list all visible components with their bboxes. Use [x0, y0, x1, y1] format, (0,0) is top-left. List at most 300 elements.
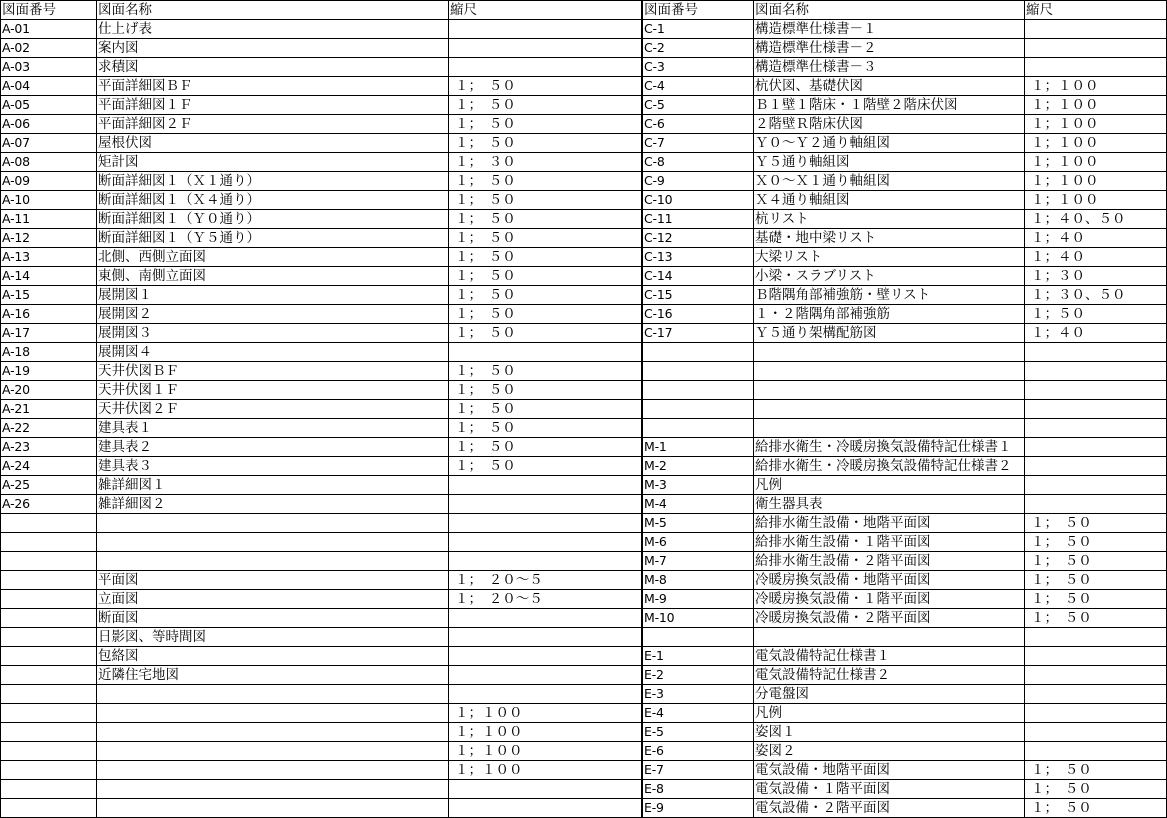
drawing-number-cell: E-2 — [643, 666, 754, 685]
drawing-number-cell — [1, 780, 97, 799]
table-row — [1, 153, 642, 172]
drawing-scale-cell: １；４０ — [1025, 248, 1167, 267]
drawing-scale-cell: １； ５０ — [449, 267, 642, 286]
drawing-number-cell: A-14 — [1, 267, 97, 286]
drawing-scale-cell — [449, 343, 642, 362]
drawing-name-cell: 展開図２ — [97, 305, 449, 324]
drawing-number-cell: A-11 — [1, 210, 97, 229]
drawing-number-cell — [1, 590, 97, 609]
table-row — [643, 267, 1167, 286]
drawing-name-cell: 大梁リスト — [754, 248, 1025, 267]
table-row — [1, 362, 642, 381]
drawing-number-cell: A-08 — [1, 153, 97, 172]
drawing-number-cell — [1, 666, 97, 685]
drawing-number-cell — [1, 799, 97, 818]
drawing-scale-cell: １；１００ — [1025, 77, 1167, 96]
drawing-name-cell: 凡例 — [754, 704, 1025, 723]
drawing-scale-cell — [449, 552, 642, 571]
drawing-name-cell: 矩計図 — [97, 153, 449, 172]
header-row — [1, 1, 642, 20]
drawing-number-cell — [643, 381, 754, 400]
drawing-name-cell — [97, 799, 449, 818]
drawing-scale-cell: １； ５０ — [449, 172, 642, 191]
table-row — [643, 628, 1167, 647]
drawing-number-cell: C-17 — [643, 324, 754, 343]
drawing-scale-cell: １；３０ — [1025, 267, 1167, 286]
drawing-number-cell: C-12 — [643, 229, 754, 248]
drawing-name-cell: 断面詳細図１（Ｘ４通り） — [97, 191, 449, 210]
drawing-scale-cell — [449, 647, 642, 666]
drawing-name-cell: 冷暖房換気設備・２階平面図 — [754, 609, 1025, 628]
drawing-number-cell — [1, 647, 97, 666]
table-row — [1, 115, 642, 134]
drawing-name-cell — [97, 552, 449, 571]
drawing-name-cell — [754, 419, 1025, 438]
drawing-scale-cell: １； ５０ — [1025, 780, 1167, 799]
drawing-name-cell — [97, 742, 449, 761]
table-row — [643, 286, 1167, 305]
drawing-number-cell: A-26 — [1, 495, 97, 514]
drawing-scale-cell — [1025, 742, 1167, 761]
drawing-name-cell: 求積図 — [97, 58, 449, 77]
drawing-name-cell: 姿図２ — [754, 742, 1025, 761]
table-row — [643, 172, 1167, 191]
drawing-name-cell: Ｙ５通り軸組図 — [754, 153, 1025, 172]
drawing-scale-cell — [1025, 343, 1167, 362]
table-row — [1, 58, 642, 77]
table-row — [1, 628, 642, 647]
drawing-scale-cell: １；１００ — [1025, 191, 1167, 210]
drawing-number-cell: M-4 — [643, 495, 754, 514]
drawing-scale-cell: １； ５０ — [449, 286, 642, 305]
drawing-name-cell: 姿図１ — [754, 723, 1025, 742]
column-header-scale: 縮尺 — [1025, 1, 1167, 20]
drawing-name-cell: 冷暖房換気設備・地階平面図 — [754, 571, 1025, 590]
drawing-name-cell: 電気設備・１階平面図 — [754, 780, 1025, 799]
drawing-scale-cell — [1025, 20, 1167, 39]
drawing-name-cell: 電気設備特記仕様書１ — [754, 647, 1025, 666]
table-row — [1, 248, 642, 267]
drawing-number-cell: C-1 — [643, 20, 754, 39]
drawing-scale-cell: １； ５０ — [1025, 761, 1167, 780]
drawing-scale-cell: １；３０、５０ — [1025, 286, 1167, 305]
drawing-name-cell: 包絡図 — [97, 647, 449, 666]
drawing-scale-cell: １；１００ — [449, 723, 642, 742]
drawing-number-cell: C-7 — [643, 134, 754, 153]
drawing-scale-cell — [1025, 476, 1167, 495]
table-row — [1, 590, 642, 609]
table-row — [1, 400, 642, 419]
drawing-number-cell: M-7 — [643, 552, 754, 571]
drawing-scale-cell: １； ５０ — [1025, 571, 1167, 590]
drawing-scale-cell: １； ５０ — [449, 210, 642, 229]
drawing-name-cell — [754, 400, 1025, 419]
drawing-name-cell: 建具表３ — [97, 457, 449, 476]
drawing-number-cell — [643, 419, 754, 438]
table-row — [1, 495, 642, 514]
table-row — [1, 77, 642, 96]
table-row — [1, 514, 642, 533]
drawing-scale-cell: １；１００ — [1025, 172, 1167, 191]
drawing-number-cell: E-8 — [643, 780, 754, 799]
drawing-number-cell: C-10 — [643, 191, 754, 210]
drawing-name-cell: 給排水衛生設備・１階平面図 — [754, 533, 1025, 552]
drawing-number-cell: C-9 — [643, 172, 754, 191]
column-header-name: 図面名称 — [97, 1, 449, 20]
table-row — [1, 134, 642, 153]
drawing-number-cell: A-23 — [1, 438, 97, 457]
drawing-name-cell: 構造標準仕様書－２ — [754, 39, 1025, 58]
table-row — [643, 742, 1167, 761]
drawing-name-cell: 平面詳細図１Ｆ — [97, 96, 449, 115]
drawing-number-cell: E-5 — [643, 723, 754, 742]
drawing-name-cell: Ｘ４通り軸組図 — [754, 191, 1025, 210]
drawing-scale-cell — [1025, 400, 1167, 419]
drawing-number-cell: C-16 — [643, 305, 754, 324]
column-header-number: 図面番号 — [1, 1, 97, 20]
table-row — [643, 248, 1167, 267]
drawing-number-cell — [643, 400, 754, 419]
drawing-scale-cell: １；１００ — [449, 704, 642, 723]
drawing-scale-cell: １； ５０ — [1025, 590, 1167, 609]
column-header-scale: 縮尺 — [449, 1, 642, 20]
drawing-number-cell: M-3 — [643, 476, 754, 495]
table-row — [643, 324, 1167, 343]
table-row — [1, 742, 642, 761]
drawing-scale-cell: １； ３０ — [449, 153, 642, 172]
drawing-number-cell: C-5 — [643, 96, 754, 115]
table-row — [643, 153, 1167, 172]
table-row — [643, 362, 1167, 381]
drawing-name-cell — [754, 628, 1025, 647]
table-row — [1, 172, 642, 191]
drawing-name-cell — [97, 514, 449, 533]
drawing-scale-cell — [1025, 723, 1167, 742]
drawing-scale-cell: １；１００ — [449, 742, 642, 761]
drawing-scale-cell — [1025, 685, 1167, 704]
drawing-number-cell: M-6 — [643, 533, 754, 552]
table-row — [1, 381, 642, 400]
drawing-number-cell: A-02 — [1, 39, 97, 58]
drawing-scale-cell: １； ５０ — [449, 115, 642, 134]
drawing-scale-cell — [449, 666, 642, 685]
drawing-scale-cell: １； ５０ — [1025, 609, 1167, 628]
drawing-scale-cell — [1025, 666, 1167, 685]
table-row — [1, 704, 642, 723]
drawing-scale-cell — [449, 39, 642, 58]
drawing-name-cell: 平面詳細図２Ｆ — [97, 115, 449, 134]
drawing-number-cell: E-6 — [643, 742, 754, 761]
table-row — [1, 343, 642, 362]
table-row — [643, 229, 1167, 248]
drawing-number-cell: C-13 — [643, 248, 754, 267]
drawing-scale-cell: １； ５０ — [1025, 514, 1167, 533]
table-row — [1, 799, 642, 818]
table-row — [1, 229, 642, 248]
drawing-number-cell: M-8 — [643, 571, 754, 590]
drawing-name-cell: 日影図、等時間図 — [97, 628, 449, 647]
table-row — [1, 39, 642, 58]
drawing-scale-cell: １；１００ — [1025, 96, 1167, 115]
table-row — [1, 476, 642, 495]
drawing-number-cell — [643, 362, 754, 381]
drawing-scale-cell — [449, 780, 642, 799]
table-row — [1, 666, 642, 685]
table-row — [1, 552, 642, 571]
table-row — [1, 20, 642, 39]
drawing-scale-cell: １； ５０ — [449, 381, 642, 400]
drawing-scale-cell: １； ５０ — [449, 229, 642, 248]
drawing-number-cell: A-13 — [1, 248, 97, 267]
drawing-name-cell — [97, 780, 449, 799]
table-row — [1, 191, 642, 210]
drawing-scale-cell: １；１００ — [1025, 134, 1167, 153]
drawing-name-cell — [97, 761, 449, 780]
drawing-number-cell: C-2 — [643, 39, 754, 58]
table-row — [643, 134, 1167, 153]
table-row — [643, 419, 1167, 438]
drawing-scale-cell: １； ５０ — [1025, 533, 1167, 552]
table-row — [643, 799, 1167, 818]
table-row — [643, 609, 1167, 628]
drawing-name-cell: 展開図３ — [97, 324, 449, 343]
drawing-name-cell — [97, 704, 449, 723]
drawing-number-cell: A-15 — [1, 286, 97, 305]
table-row — [643, 457, 1167, 476]
table-row — [643, 666, 1167, 685]
drawing-scale-cell — [449, 495, 642, 514]
drawing-scale-cell: １；１００ — [1025, 115, 1167, 134]
drawing-number-cell — [1, 533, 97, 552]
drawing-name-cell: 断面詳細図１（Ｙ０通り） — [97, 210, 449, 229]
table-row — [1, 419, 642, 438]
drawing-name-cell: 電気設備・地階平面図 — [754, 761, 1025, 780]
drawing-name-cell: Ｂ階隅角部補強筋・壁リスト — [754, 286, 1025, 305]
drawing-number-cell: C-8 — [643, 153, 754, 172]
drawing-scale-cell — [449, 58, 642, 77]
drawing-number-cell: E-4 — [643, 704, 754, 723]
drawing-number-cell: M-5 — [643, 514, 754, 533]
table-row — [643, 438, 1167, 457]
drawing-scale-cell: １；５０ — [1025, 305, 1167, 324]
drawing-number-cell: M-1 — [643, 438, 754, 457]
drawing-number-cell — [643, 628, 754, 647]
table-row — [1, 438, 642, 457]
drawing-name-cell: 冷暖房換気設備・１階平面図 — [754, 590, 1025, 609]
drawing-number-cell — [1, 628, 97, 647]
table-row — [643, 77, 1167, 96]
table-row — [1, 647, 642, 666]
drawing-name-cell: Ｂ１壁１階床・１階壁２階床伏図 — [754, 96, 1025, 115]
drawing-scale-cell — [449, 476, 642, 495]
drawing-number-cell: A-12 — [1, 229, 97, 248]
drawing-name-cell: 近隣住宅地図 — [97, 666, 449, 685]
drawing-name-cell: 凡例 — [754, 476, 1025, 495]
drawing-scale-cell: １； ５０ — [449, 457, 642, 476]
table-row — [1, 761, 642, 780]
table-row — [643, 343, 1167, 362]
drawing-name-cell: Ｙ５通り架構配筋図 — [754, 324, 1025, 343]
drawing-scale-cell: １； ５０ — [449, 77, 642, 96]
table-row — [643, 115, 1167, 134]
drawing-number-cell: A-18 — [1, 343, 97, 362]
table-row — [643, 685, 1167, 704]
table-row — [643, 381, 1167, 400]
drawing-number-cell: C-6 — [643, 115, 754, 134]
drawing-name-cell: 建具表１ — [97, 419, 449, 438]
drawing-number-cell — [643, 343, 754, 362]
drawing-name-cell: 給排水衛生・冷暖房換気設備特記仕様書１ — [754, 438, 1025, 457]
drawing-name-cell: 仕上げ表 — [97, 20, 449, 39]
drawing-scale-cell — [1025, 704, 1167, 723]
drawing-name-cell — [754, 362, 1025, 381]
drawing-scale-cell: １； ５０ — [449, 191, 642, 210]
drawing-name-cell: 杭伏図、基礎伏図 — [754, 77, 1025, 96]
drawing-number-cell — [1, 685, 97, 704]
drawing-scale-cell — [1025, 381, 1167, 400]
drawing-name-cell: 天井伏図２Ｆ — [97, 400, 449, 419]
drawing-scale-cell: １；１００ — [449, 761, 642, 780]
drawing-number-cell: A-22 — [1, 419, 97, 438]
drawing-name-cell: 給排水衛生設備・２階平面図 — [754, 552, 1025, 571]
drawing-name-cell — [754, 381, 1025, 400]
drawing-name-cell: 基礎・地中梁リスト — [754, 229, 1025, 248]
drawing-scale-cell: １； ５０ — [449, 134, 642, 153]
drawing-name-cell: 北側、西側立面図 — [97, 248, 449, 267]
drawing-scale-cell: １； ５０ — [449, 96, 642, 115]
table-row — [643, 305, 1167, 324]
drawing-number-cell: A-01 — [1, 20, 97, 39]
table-row — [643, 647, 1167, 666]
drawing-number-cell: C-14 — [643, 267, 754, 286]
drawing-name-cell: 展開図１ — [97, 286, 449, 305]
drawing-scale-cell: １； ２０～５ — [449, 571, 642, 590]
drawing-number-cell: A-05 — [1, 96, 97, 115]
table-row — [643, 704, 1167, 723]
table-row — [1, 96, 642, 115]
drawing-scale-cell — [1025, 362, 1167, 381]
drawing-name-cell — [754, 343, 1025, 362]
drawing-number-cell — [1, 723, 97, 742]
table-row — [643, 552, 1167, 571]
table-row — [643, 533, 1167, 552]
drawing-number-cell — [1, 552, 97, 571]
drawing-number-cell: C-4 — [643, 77, 754, 96]
table-row — [1, 286, 642, 305]
drawing-name-cell: 東側、南側立面図 — [97, 267, 449, 286]
table-row — [643, 590, 1167, 609]
drawing-number-cell: A-16 — [1, 305, 97, 324]
drawing-number-cell: A-04 — [1, 77, 97, 96]
drawing-number-cell — [1, 571, 97, 590]
drawing-name-cell — [97, 533, 449, 552]
drawing-number-cell — [1, 514, 97, 533]
drawing-list-table-right — [642, 0, 1167, 818]
table-row — [643, 400, 1167, 419]
drawing-name-cell: ２階壁Ｒ階床伏図 — [754, 115, 1025, 134]
table-row — [1, 685, 642, 704]
drawing-scale-cell — [449, 514, 642, 533]
column-header-name: 図面名称 — [754, 1, 1025, 20]
table-row — [1, 305, 642, 324]
drawing-number-cell: A-17 — [1, 324, 97, 343]
drawing-scale-cell: １； ２０～５ — [449, 590, 642, 609]
table-row — [643, 210, 1167, 229]
header-row — [643, 1, 1167, 20]
drawing-name-cell — [97, 685, 449, 704]
drawing-number-cell: A-07 — [1, 134, 97, 153]
drawing-name-cell: 小梁・スラブリスト — [754, 267, 1025, 286]
drawing-scale-cell: １； ５０ — [449, 305, 642, 324]
table-row — [1, 533, 642, 552]
drawing-number-cell: E-7 — [643, 761, 754, 780]
drawing-scale-cell — [1025, 647, 1167, 666]
drawing-scale-cell: １； ５０ — [1025, 799, 1167, 818]
table-row — [1, 780, 642, 799]
drawing-scale-cell: １；１００ — [1025, 153, 1167, 172]
drawing-number-cell: M-2 — [643, 457, 754, 476]
table-row — [643, 571, 1167, 590]
drawing-scale-cell: １； ５０ — [449, 400, 642, 419]
drawing-name-cell: 断面詳細図１（Ｙ５通り） — [97, 229, 449, 248]
table-row — [643, 96, 1167, 115]
drawing-number-cell: A-10 — [1, 191, 97, 210]
table-row — [643, 20, 1167, 39]
table-row — [643, 39, 1167, 58]
drawing-name-cell: 給排水衛生設備・地階平面図 — [754, 514, 1025, 533]
drawing-name-cell: 衛生器具表 — [754, 495, 1025, 514]
drawing-name-cell: 杭リスト — [754, 210, 1025, 229]
table-row — [1, 571, 642, 590]
drawing-scale-cell: １； ５０ — [449, 248, 642, 267]
drawing-name-cell: 建具表２ — [97, 438, 449, 457]
drawing-scale-cell — [449, 799, 642, 818]
drawing-number-cell: C-15 — [643, 286, 754, 305]
drawing-number-cell: A-06 — [1, 115, 97, 134]
drawing-scale-cell — [1025, 58, 1167, 77]
drawing-name-cell: 断面図 — [97, 609, 449, 628]
drawing-scale-cell: １； ５０ — [449, 419, 642, 438]
drawing-number-cell: C-3 — [643, 58, 754, 77]
drawing-scale-cell — [1025, 419, 1167, 438]
drawing-scale-cell — [449, 533, 642, 552]
drawing-name-cell: 給排水衛生・冷暖房換気設備特記仕様書２ — [754, 457, 1025, 476]
drawing-name-cell: 電気設備特記仕様書２ — [754, 666, 1025, 685]
table-row — [1, 267, 642, 286]
drawing-scale-cell — [1025, 438, 1167, 457]
table-row — [1, 457, 642, 476]
drawing-number-cell: A-03 — [1, 58, 97, 77]
table-row — [643, 495, 1167, 514]
drawing-scale-cell: １；４０、５０ — [1025, 210, 1167, 229]
drawing-scale-cell — [1025, 628, 1167, 647]
table-row — [1, 609, 642, 628]
drawing-scale-cell: １； ５０ — [449, 362, 642, 381]
drawing-number-cell: E-3 — [643, 685, 754, 704]
drawing-scale-cell — [449, 685, 642, 704]
drawing-scale-cell — [449, 609, 642, 628]
column-header-number: 図面番号 — [643, 1, 754, 20]
drawing-number-cell: A-24 — [1, 457, 97, 476]
drawing-number-cell: A-25 — [1, 476, 97, 495]
drawing-scale-cell — [1025, 39, 1167, 58]
drawing-scale-cell: １； ５０ — [449, 324, 642, 343]
drawing-name-cell: 分電盤図 — [754, 685, 1025, 704]
drawing-name-cell: 構造標準仕様書－１ — [754, 20, 1025, 39]
drawing-scale-cell — [1025, 457, 1167, 476]
drawing-scale-cell: １；４０ — [1025, 324, 1167, 343]
drawing-number-cell: E-1 — [643, 647, 754, 666]
